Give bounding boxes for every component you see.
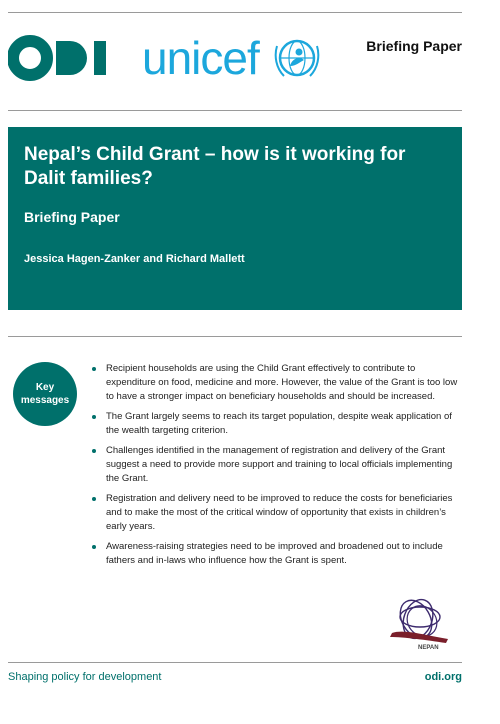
page-title: Nepal’s Child Grant – how is it working for Dalit families? [24,144,406,189]
key-messages-list [90,362,462,574]
bullet-icon [92,367,96,371]
bullet-icon [92,415,96,419]
authors: Jessica Hagen-Zanker and Richard Mallett [24,253,245,265]
list-item-text: Awareness-raising strategies need to be improved and broadened out to include fathers and in-laws who influence how the Grant is spent. [106,541,443,566]
footer-site-link[interactable]: odi.org [424,671,462,683]
footer-rule [8,662,462,663]
header-logos [8,30,368,86]
banner-rule [8,336,462,337]
unicef-emblem-icon [274,36,320,80]
list-item-text: Recipient households are using the Child Grant effectively to contribute to expenditure on food, medicine and more. However, the value of the Grant is too low to have a stronger impact on beneficiary households and should be increased. [106,363,458,402]
bullet-icon [92,449,96,453]
title-banner [8,127,462,310]
footer-tagline: Shaping policy for development [8,671,162,683]
list-item-text: The Grant largely seems to reach its target population, despite weak application of the wealth targeting criterion. [106,411,452,436]
banner-subtitle: Briefing Paper [24,209,120,225]
top-rule [8,12,462,13]
key-messages-badge [13,362,77,426]
list-item [90,444,462,486]
key-messages-label-2: messages [20,395,70,406]
list-item-text: Challenges identified in the management of registration and delivery of the Grant suggest a need to provide more support and training to local officials implementing the Grant. [106,445,453,484]
bullet-icon [92,545,96,549]
key-messages-label-1: Key [35,382,55,393]
doc-type-label: Briefing Paper [366,38,462,54]
nepan-logo [386,593,456,649]
bullet-icon [92,497,96,501]
list-item [90,410,462,438]
odi-logo [8,34,112,82]
list-item [90,540,462,568]
list-item-text: Registration and delivery need to be improved to reduce the costs for beneficiaries and to make the most of the critical window of opportunity that exists in children’s early years. [106,493,453,532]
nepan-label: NEPAN [418,645,439,651]
list-item [90,362,462,404]
list-item [90,492,462,534]
unicef-wordmark: unicef [142,32,259,84]
header-rule [8,110,462,111]
